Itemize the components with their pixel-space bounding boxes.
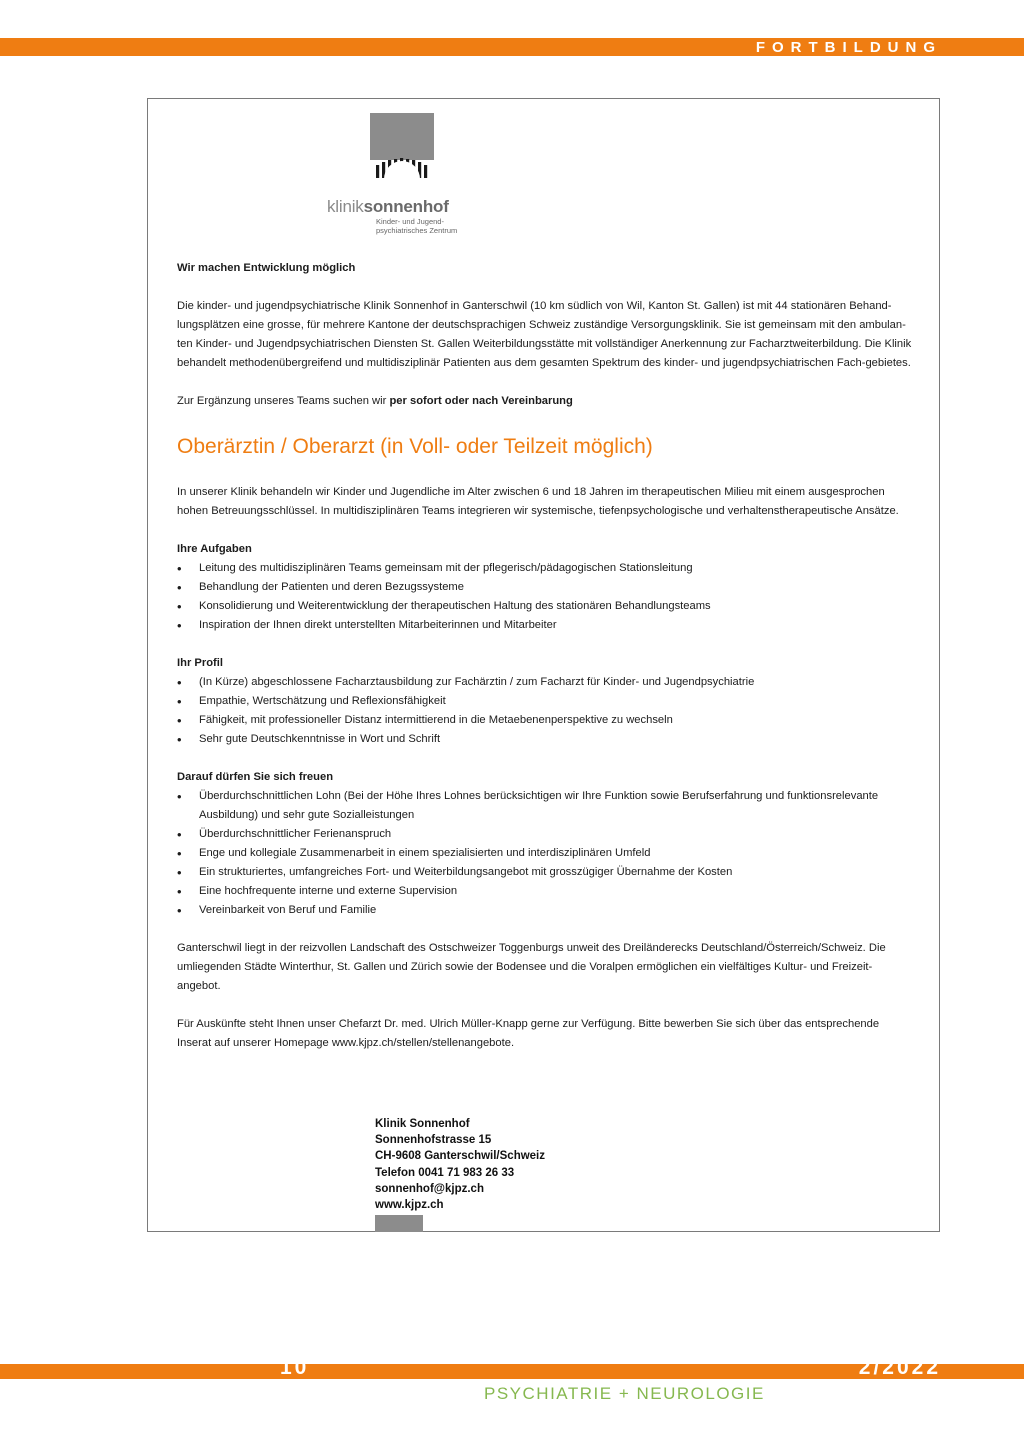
header-bar xyxy=(0,38,1024,56)
tagline-line-2: psychiatrisches Zentrum xyxy=(376,226,458,235)
list-item: • Leitung des multidisziplinären Teams gemeinsam mit der pflegerisch/pädagogischen Stationsleitung xyxy=(177,559,912,578)
list-item: • Sehr gute Deutschkenntnisse in Wort und Schrift xyxy=(177,730,912,749)
contact-email[interactable]: sonnenhof@kjpz.ch xyxy=(375,1182,484,1195)
sunrise-icon xyxy=(370,113,434,179)
contact-phone: Telefon 0041 71 983 26 33 xyxy=(375,1166,515,1179)
description-paragraph: In unserer Klinik behandeln wir Kinder und Jugendliche im Alter zwischen 6 und 18 Jahren im therapeutischen Milieu mit einem ausgesprochen hohen Betreuungsschlüssel. In multidisziplinären Teams integrieren wir systemische, tiefenpsychologische und verhaltenstherapeutische Ansätze. xyxy=(177,486,899,517)
contact-city: CH-9608 Ganterschwil/Schweiz xyxy=(375,1150,546,1163)
benefits-list xyxy=(177,787,912,920)
list-item: • Konsolidierung und Weiterentwicklung der therapeutischen Haltung des stationären Behandlungsteams xyxy=(177,597,912,616)
list-item: • Inspiration der Ihnen direkt unterstellten Mitarbeiterinnen und Mitarbeiter xyxy=(177,616,912,635)
issue-number: 2/2022 xyxy=(858,1356,941,1379)
search-emphasis: per sofort oder nach Vereinbarung xyxy=(389,395,573,407)
wordmark-light: klinik xyxy=(327,197,364,216)
job-title: Oberärztin / Oberarzt (in Voll- oder Teilzeit möglich) xyxy=(177,435,653,458)
inquiries-paragraph: Für Auskünfte steht Ihnen unser Chefarzt Dr. med. Ulrich Müller-Knapp gerne zur Verfügung. Bitte bewerben Sie sich über das entsprechende Inserat auf unserer Homepage www.kjpz.ch/stellen/stellenangebote. xyxy=(177,1018,880,1049)
contact-block xyxy=(375,1116,545,1213)
contact-street: Sonnenhofstrasse 15 xyxy=(375,1134,492,1147)
list-item: • Überdurchschnittlicher Ferienanspruch xyxy=(177,825,912,844)
list-item: • Vereinbarkeit von Beruf und Familie xyxy=(177,901,912,920)
list-item: • Eine hochfrequente interne und externe Supervision xyxy=(177,882,912,901)
journal-title: PSYCHIATRIE + NEUROLOGIE xyxy=(484,1384,765,1403)
job-advertisement xyxy=(147,98,940,1232)
list-item: • Ein strukturiertes, umfangreiches Fort- und Weiterbildungsangebot mit grosszügiger Übernahme der Kosten xyxy=(177,863,912,882)
search-line xyxy=(177,392,912,411)
page-number: 10 xyxy=(280,1356,310,1379)
list-item: • Behandlung der Patienten und deren Bezugssysteme xyxy=(177,578,912,597)
list-item: • Überdurchschnittlichen Lohn (Bei der Höhe Ihres Lohnes berücksichtigen wir Ihre Funktion sowie Berufserfahrung und funktionsrelevante Ausbildung) und sehr gute Sozialleistungen xyxy=(177,787,912,825)
tasks-heading: Ihre Aufgaben xyxy=(177,543,252,555)
clinic-wordmark xyxy=(327,197,449,217)
profile-heading: Ihr Profil xyxy=(177,657,223,669)
clinic-logo xyxy=(316,113,491,233)
contact-website[interactable]: www.kjpz.ch xyxy=(375,1199,444,1212)
list-item: • Enge und kollegiale Zusammenarbeit in einem spezialisierten und interdisziplinären Umfeld xyxy=(177,844,912,863)
list-item: • (In Kürze) abgeschlossene Facharztausbildung zur Fachärztin / zum Facharzt für Kinder- und Jugendpsychiatrie xyxy=(177,673,912,692)
list-item: • Fähigkeit, mit professioneller Distanz intermittierend in die Metaebenenperspektive zu wechseln xyxy=(177,711,912,730)
profile-list xyxy=(177,673,912,749)
tasks-list xyxy=(177,559,912,635)
ad-content xyxy=(177,259,912,1053)
logo-tagline xyxy=(376,217,457,235)
intro-paragraph: Die kinder- und jugendpsychiatrische Klinik Sonnenhof in Ganterschwil (10 km südlich von Wil, Kanton St. Gallen) ist mit 44 stationären Behand-lungsplätzen eine grosse, für mehrere Kantone der deutschsprachigen Schweiz zuständige Versorgungsklinik. Sie ist gemeinsam mit den ambulan-ten Kinder- und Jugendpsychiatrischen Diensten St. Gallen Weiterbildungsstätte mit vollständiger Anerkennung zur Facharztweiterbildung. Die Klinik behandelt methodenübergreifend und multidisziplinär Patienten aus dem gesamten Spektrum des kinder- und jugendpsychiatrischen Fach-gebietes. xyxy=(177,300,912,369)
lead-heading: Wir machen Entwicklung möglich xyxy=(177,262,356,274)
benefits-heading: Darauf dürfen Sie sich freuen xyxy=(177,771,334,783)
contact-marker xyxy=(375,1215,423,1232)
search-prefix: Zur Ergänzung unseres Teams suchen wir xyxy=(177,395,390,407)
list-item: • Empathie, Wertschätzung und Reflexionsfähigkeit xyxy=(177,692,912,711)
location-paragraph: Ganterschwil liegt in der reizvollen Landschaft des Ostschweizer Toggenburgs unweit des Dreiländerecks Deutschland/Österreich/Schweiz. Die umliegenden Städte Winterthur, St. Gallen und Zürich sowie der Bodensee und die Voralpen ermöglichen ein vielfältiges Kultur- und Freizeit-angebot. xyxy=(177,942,886,992)
section-label: FORTBILDUNG xyxy=(755,39,942,56)
contact-name: Klinik Sonnenhof xyxy=(375,1118,470,1130)
tagline-line-1: Kinder- und Jugend- xyxy=(376,217,444,226)
wordmark-bold: sonnenhof xyxy=(363,197,449,216)
